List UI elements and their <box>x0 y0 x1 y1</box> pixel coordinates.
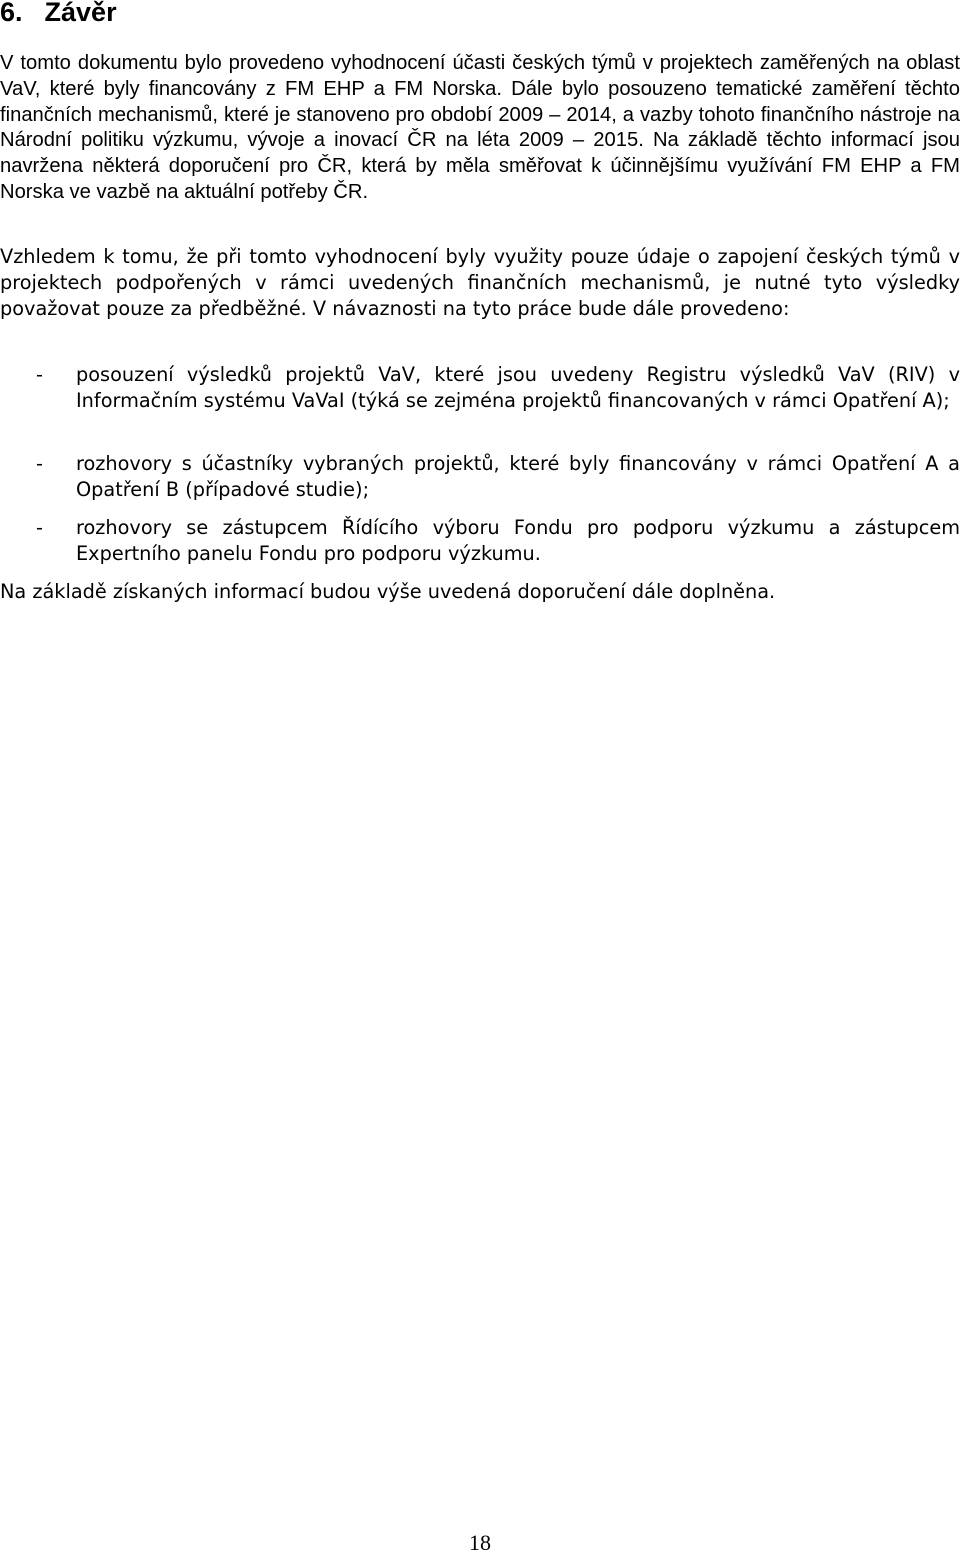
scope-paragraph: Vzhledem k tomu, že při tomto vyhodnocení byly využity pouze údaje o zapojení českých týmů v projektech podpořených v rámci uvedených finančních mechanismů, je nutné tyto výsledky považovat pouze za předběžné. V návaznosti na tyto práce bude dále provedeno: <box>0 245 960 320</box>
list-item <box>0 451 960 503</box>
list-marker: - <box>36 452 43 475</box>
closing-paragraph: Na základě získaných informací budou výše uvedená doporučení dále doplněna. <box>0 580 776 603</box>
list-item <box>0 515 960 567</box>
list-marker: - <box>36 516 43 539</box>
page-number: 18 <box>469 1530 491 1555</box>
list-marker: - <box>36 363 43 386</box>
list-item-text: rozhovory se zástupcem Řídícího výboru Fondu pro podporu výzkumu a zástupcem Expertního panelu Fondu pro podporu výzkumu. <box>76 516 960 565</box>
intro-paragraph: V tomto dokumentu bylo provedeno vyhodnocení účasti českých týmů v projektech zaměřených na oblast VaV, které byly financovány z FM EHP a FM Norska. Dále bylo posouzeno tematické zaměření těchto finančních mechanismů, které je stanoveno pro období 2009 – 2014, a vazby tohoto finančního nástroje na Národní politiku výzkumu, vývoje a inovací ČR na léta 2009 – 2015. Na základě těchto informací jsou navržena některá doporučení pro ČR, která by měla směřovat k účinnějšímu využívání FM EHP a FM Norska ve vazbě na aktuální potřeby ČR. <box>0 52 960 203</box>
section-number: 6. <box>0 0 23 27</box>
section-title: Závěr <box>44 0 117 27</box>
list-item-text: rozhovory s účastníky vybraných projektů, které byly financovány v rámci Opatření A a Opatření B (případové studie); <box>76 452 960 501</box>
list-item <box>0 362 960 414</box>
list-item-text: posouzení výsledků projektů VaV, které jsou uvedeny Registru výsledků VaV (RIV) v Informačním systému VaVaI (týká se zejména projektů financovaných v rámci Opatření A); <box>76 363 960 412</box>
section-heading <box>0 0 117 30</box>
